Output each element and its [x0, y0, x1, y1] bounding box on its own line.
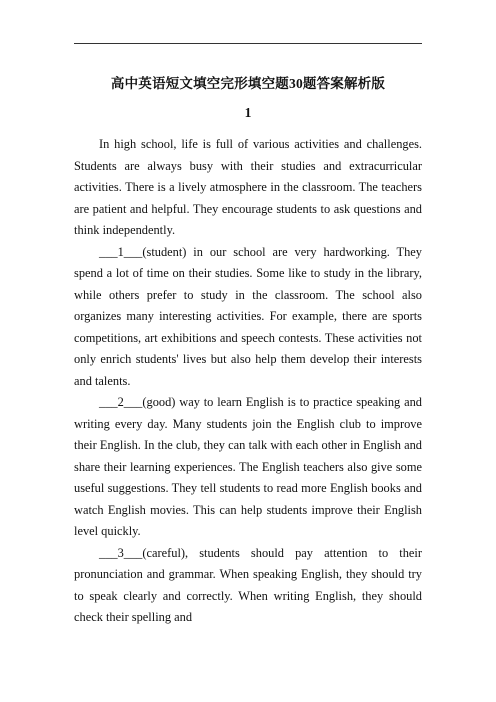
passage-body — [74, 134, 422, 629]
paragraph-3: ___2___(good) way to learn English is to practice speaking and writing every day. Many students join the English club to improve their English. In the club, they can talk with each other in English and share their learning experiences. The English teachers also give some useful suggestions. They tell students to read more English books and watch English movies. This can help students improve their English level quickly. — [74, 395, 422, 538]
header-rule — [74, 43, 422, 44]
paragraph-4: ___3___(careful), students should pay attention to their pronunciation and grammar. When speaking English, they should try to speak clearly and correctly. When writing English, they should check their spelling and — [74, 545, 422, 624]
paragraph-2: ___1___(student) in our school are very hardworking. They spend a lot of time on their studies. Some like to study in the library, while others prefer to study in the classroom. The school also organizes many interesting activities. For example, there are sports competitions, art exhibitions and speech contests. These activities not only enrich students' lives but also help them develop their interests and talents. — [74, 244, 422, 388]
section-number: 1 — [244, 105, 252, 120]
document-title: 高中英语短文填空完形填空题30题答案解析版 — [110, 76, 386, 91]
paragraph-1: In high school, life is full of various activities and challenges. Students are always busy with their studies and extracurricular activities. There is a lively atmosphere in the classroom. The teachers are patient and helpful. They encourage students to ask questions and think independently. — [74, 137, 422, 237]
